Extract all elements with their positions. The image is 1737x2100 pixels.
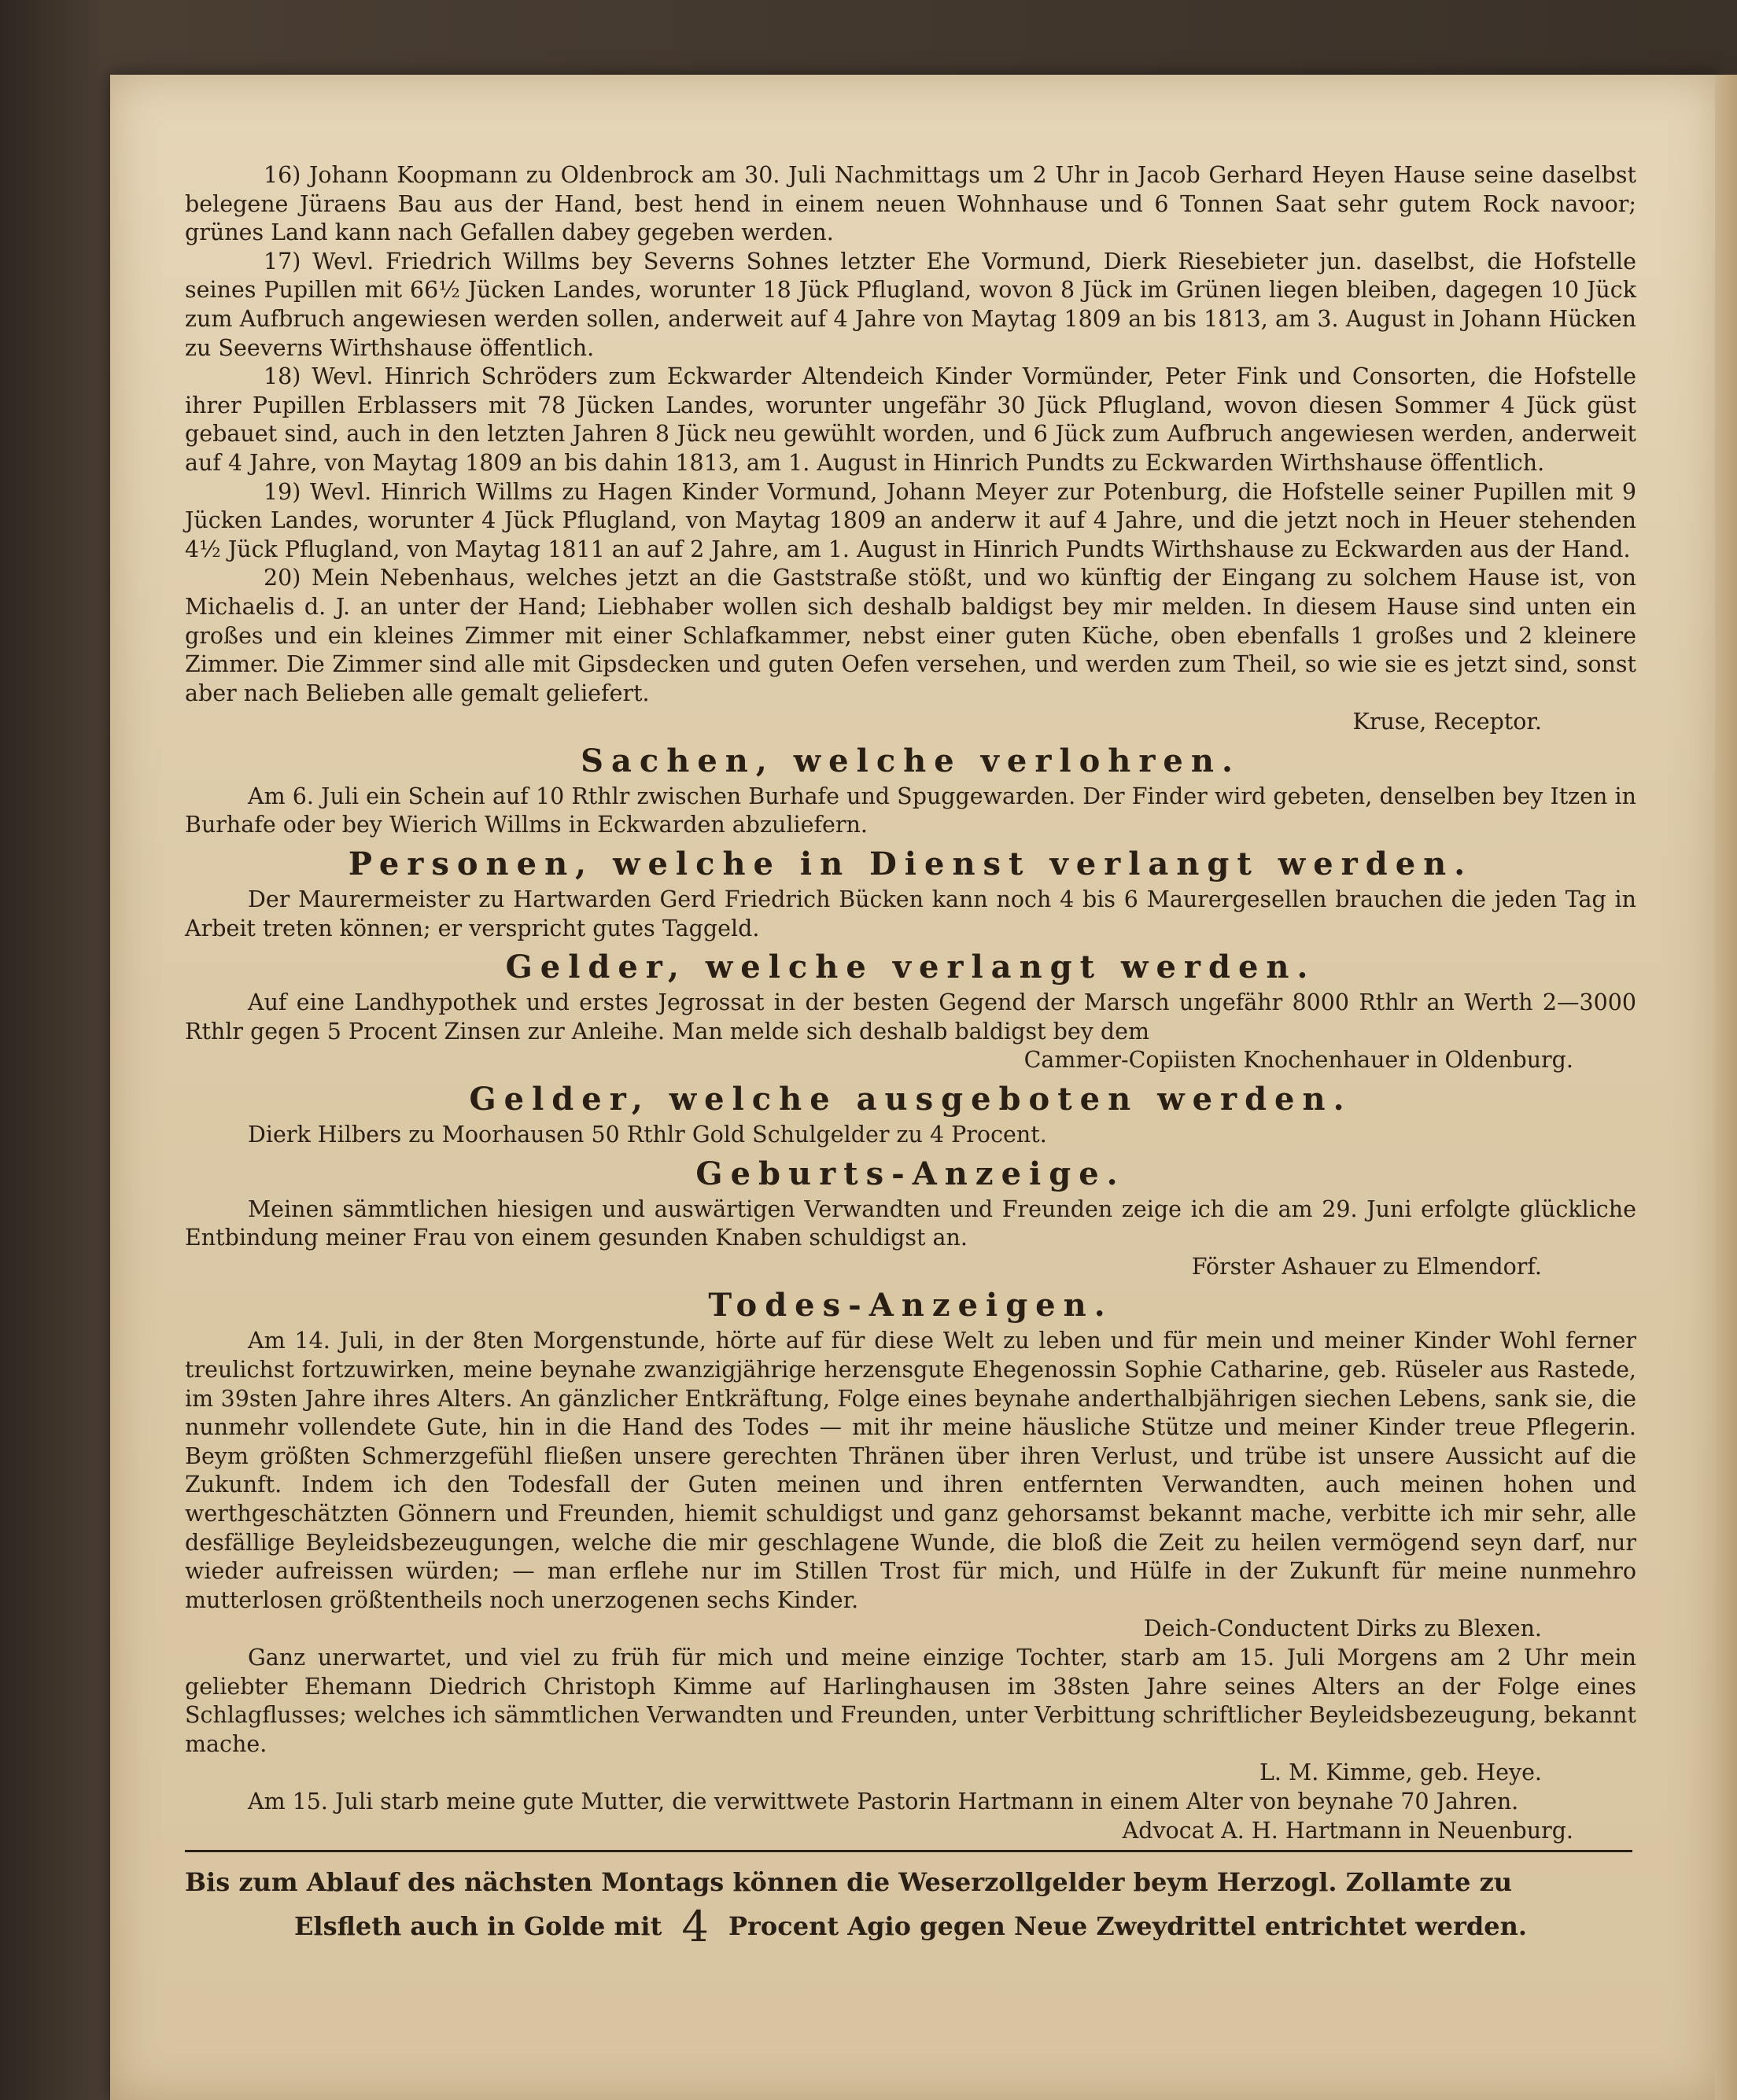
footer-notice-line-2-start: Elsfleth auch in Golde mit [294, 1911, 662, 1942]
heading-money-offered: Gelder, welche ausgeboten werden. [469, 1081, 1352, 1118]
text-service-wanted: Der Maurermeister zu Hartwarden Gerd Friedrich Bücken kann noch 4 bis 6 Maurergesellen brauchen die jeden Tag in Arbeit treten können; er verspricht gutes Taggeld. [185, 886, 1636, 941]
signature-death-3: Advocat A. H. Hartmann in Neuenburg. [1122, 1817, 1573, 1844]
signature-kruse: Kruse, Receptor. [1352, 709, 1542, 735]
text-lost-items: Am 6. Juli ein Schein auf 10 Rthlr zwischen Burhafe und Spuggewarden. Der Finder wird gebeten, denselben bey Itzen in Burhafe oder bey Wierich Willms in Eckwarden abzuliefern. [185, 783, 1636, 838]
signature-birth: Förster Ashauer zu Elmendorf. [1191, 1253, 1542, 1280]
entry-16: 16) Johann Koopmann zu Oldenbrock am 30. Juli Nachmittags um 2 Uhr in Jacob Gerhard Heyen Hause seine daselbst belegene Jüraens Bau aus der Hand, best hend in einem neuen Wohnhause und 6 Tonnen Saat sehr gutem Rock navoor; grünes Land kann nach Gefallen dabey gegeben werden. [185, 162, 1636, 246]
page-number: 4 [681, 1902, 709, 1952]
text-birth-notice: Meinen sämmtlichen hiesigen und auswärtigen Verwandten und Freunden zeige ich die am 29. Juni erfolgte glückliche Entbindung meiner Frau von einem gesunden Knaben schuldigst an. [185, 1196, 1636, 1251]
entry-18: 18) Wevl. Hinrich Schröders zum Eckwarder Altendeich Kinder Vormünder, Peter Fink und Consorten, die Hofstelle ihrer Pupillen Erblassers mit 78 Jücken Landes, worunter ungefähr 30 Jück Pflugland, wovon diesen Sommer 4 Jück güst gebauet sind, auch in den letzten Jahren 8 Jück neu gewühlt worden, und 6 Jück zum Aufbruch angewiesen werden, anderweit auf 4 Jahre, von Maytag 1809 an bis dahin 1813, am 1. August in Hinrich Pundts zu Eckwarden Wirthshause öffentlich. [185, 363, 1636, 476]
footer-notice-line-2-end: Procent Agio gegen Neue Zweydrittel entrichtet werden. [728, 1911, 1527, 1942]
signature-cammer: Cammer-Copiisten Knochenhauer in Oldenburg. [1023, 1047, 1573, 1074]
footer-notice-line-2 [185, 1902, 1636, 1952]
heading-money-wanted: Gelder, welche verlangt werden. [505, 949, 1316, 986]
text-death-notice-1: Am 14. Juli, in der 8ten Morgenstunde, hörte auf für diese Welt zu leben und für mein und meiner Kinder Wohl ferner treulichst fortzuwirken, meine beynahe zwanzigjährige herzensgute Ehegenossin Sophie Catharine, geb. Rüseler aus Rastede, im 39sten Jahre ihres Alters. An gänzlicher Entkräftung, Folge eines beynahe anderthalbjährigen siechen Lebens, sank sie, die nunmehr vollendete Gute, hin in die Hand des Todes — mit ihr meine häusliche Stütze und meiner Kinder treue Pflegerin. Beym größten Schmerzgefühl fließen unsere gerechten Thränen über ihren Verlust, und trübe ist unsere Aussicht auf die Zukunft. Indem ich den Todesfall der Guten meinen und ihren entfernten Verwandten, auch meinen hohen und werthgeschätzten Gönnern und Freunden, hiemit schuldigst und ganz gehorsamst bekannt mache, verbitte ich mir sehr, alle desfällige Beyleidsbezeugungen, welche die mir geschlagene Wunde, die bloß die Zeit zu heilen vermögend seyn darf, nur wieder aufreissen würden; — man erflehe nur im Stillen Trost für mich, und Hülfe in der Zukunft für meine nunmehro mutterlosen größtentheils noch unerzogenen sechs Kinder. [185, 1328, 1636, 1613]
signature-death-1: Deich-Conductent Dirks zu Blexen. [1143, 1616, 1542, 1642]
entry-19: 19) Wevl. Hinrich Willms zu Hagen Kinder Vormund, Johann Meyer zur Potenburg, die Hofstelle seiner Pupillen mit 9 Jücken Landes, worunter 4 Jück Pflugland, von Maytag 1809 an anderw it auf 4 Jahre, und die jetzt noch in Heuer stehenden 4½ Jück Pflugland, von Maytag 1811 an auf 2 Jahre, am 1. August in Hinrich Pundts Wirthshause zu Eckwarden aus der Hand. [185, 478, 1636, 562]
text-death-notice-3: Am 15. Juli starb meine gute Mutter, die verwittwete Pastorin Hartmann in einem Alter von beynahe 70 Jahren. [248, 1788, 1519, 1814]
entry-20: 20) Mein Nebenhaus, welches jetzt an die Gaststraße stößt, und wo künftig der Eingang zu solchem Hause ist, von Michaelis d. J. an unter der Hand; Liebhaber wollen sich deshalb baldigst bey mir melden. In diesem Hause sind unten ein großes und ein kleines Zimmer mit einer Schlafkammer, nebst einer guten Küche, oben ebenfalls 1 großes und 2 kleinere Zimmer. Die Zimmer sind alle mit Gipsdecken und guten Oefen versehen, und werden zum Theil, so wie sie es jetzt sind, sonst aber nach Belieben alle gemalt geliefert. [185, 565, 1636, 706]
heading-death-notices: Todes-Anzeigen. [708, 1287, 1113, 1324]
page-content [185, 161, 1636, 1952]
entry-17: 17) Wevl. Friedrich Willms bey Severns Sohnes letzter Ehe Vormund, Dierk Riesebieter jun. daselbst, die Hofstelle seines Pupillen mit 66½ Jücken Landes, worunter 18 Jück Pflugland, wovon 8 Jück im Grünen liegen bleiben, dagegen 10 Jück zum Aufbruch angewiesen werden sollen, anderweit auf 4 Jahre von Maytag 1809 an bis 1813, am 3. August in Johann Hücken zu Seeverns Wirthshause öffentlich. [185, 248, 1636, 361]
page-edge [1715, 75, 1737, 2100]
footer-notice-line-1: Bis zum Ablauf des nächsten Montags können die Weserzollgelder beym Herzogl. Zollamte zu [185, 1867, 1512, 1898]
heading-birth-notice: Geburts-Anzeige. [695, 1155, 1126, 1192]
footer-divider [185, 1850, 1632, 1852]
text-money-offered: Dierk Hilbers zu Moorhausen 50 Rthlr Gold Schulgelder zu 4 Procent. [248, 1122, 1047, 1148]
text-money-wanted: Auf eine Landhypothek und erstes Jegrossat in der besten Gegend der Marsch ungefähr 8000 Rthlr an Werth 2—3000 Rthlr gegen 5 Procent Zinsen zur Anleihe. Man melde sich deshalb baldigst bey dem [185, 989, 1636, 1044]
text-death-notice-2: Ganz unerwartet, und viel zu früh für mich und meine einzige Tochter, starb am 15. Juli Morgens am 2 Uhr mein geliebter Ehemann Diedrich Christoph Kimme auf Harlinghausen im 38sten Jahre seines Alters an der Folge eines Schlagflusses; welches ich sämmtlichen Verwandten und Freunden, unter Verbittung schriftlicher Beyleidsbezeugung, bekannt mache. [185, 1644, 1636, 1757]
heading-lost-items: Sachen, welche verlohren. [581, 742, 1241, 779]
signature-death-2: L. M. Kimme, geb. Heye. [1259, 1759, 1542, 1786]
heading-service-wanted: Personen, welche in Dienst verlangt werden. [348, 846, 1473, 883]
